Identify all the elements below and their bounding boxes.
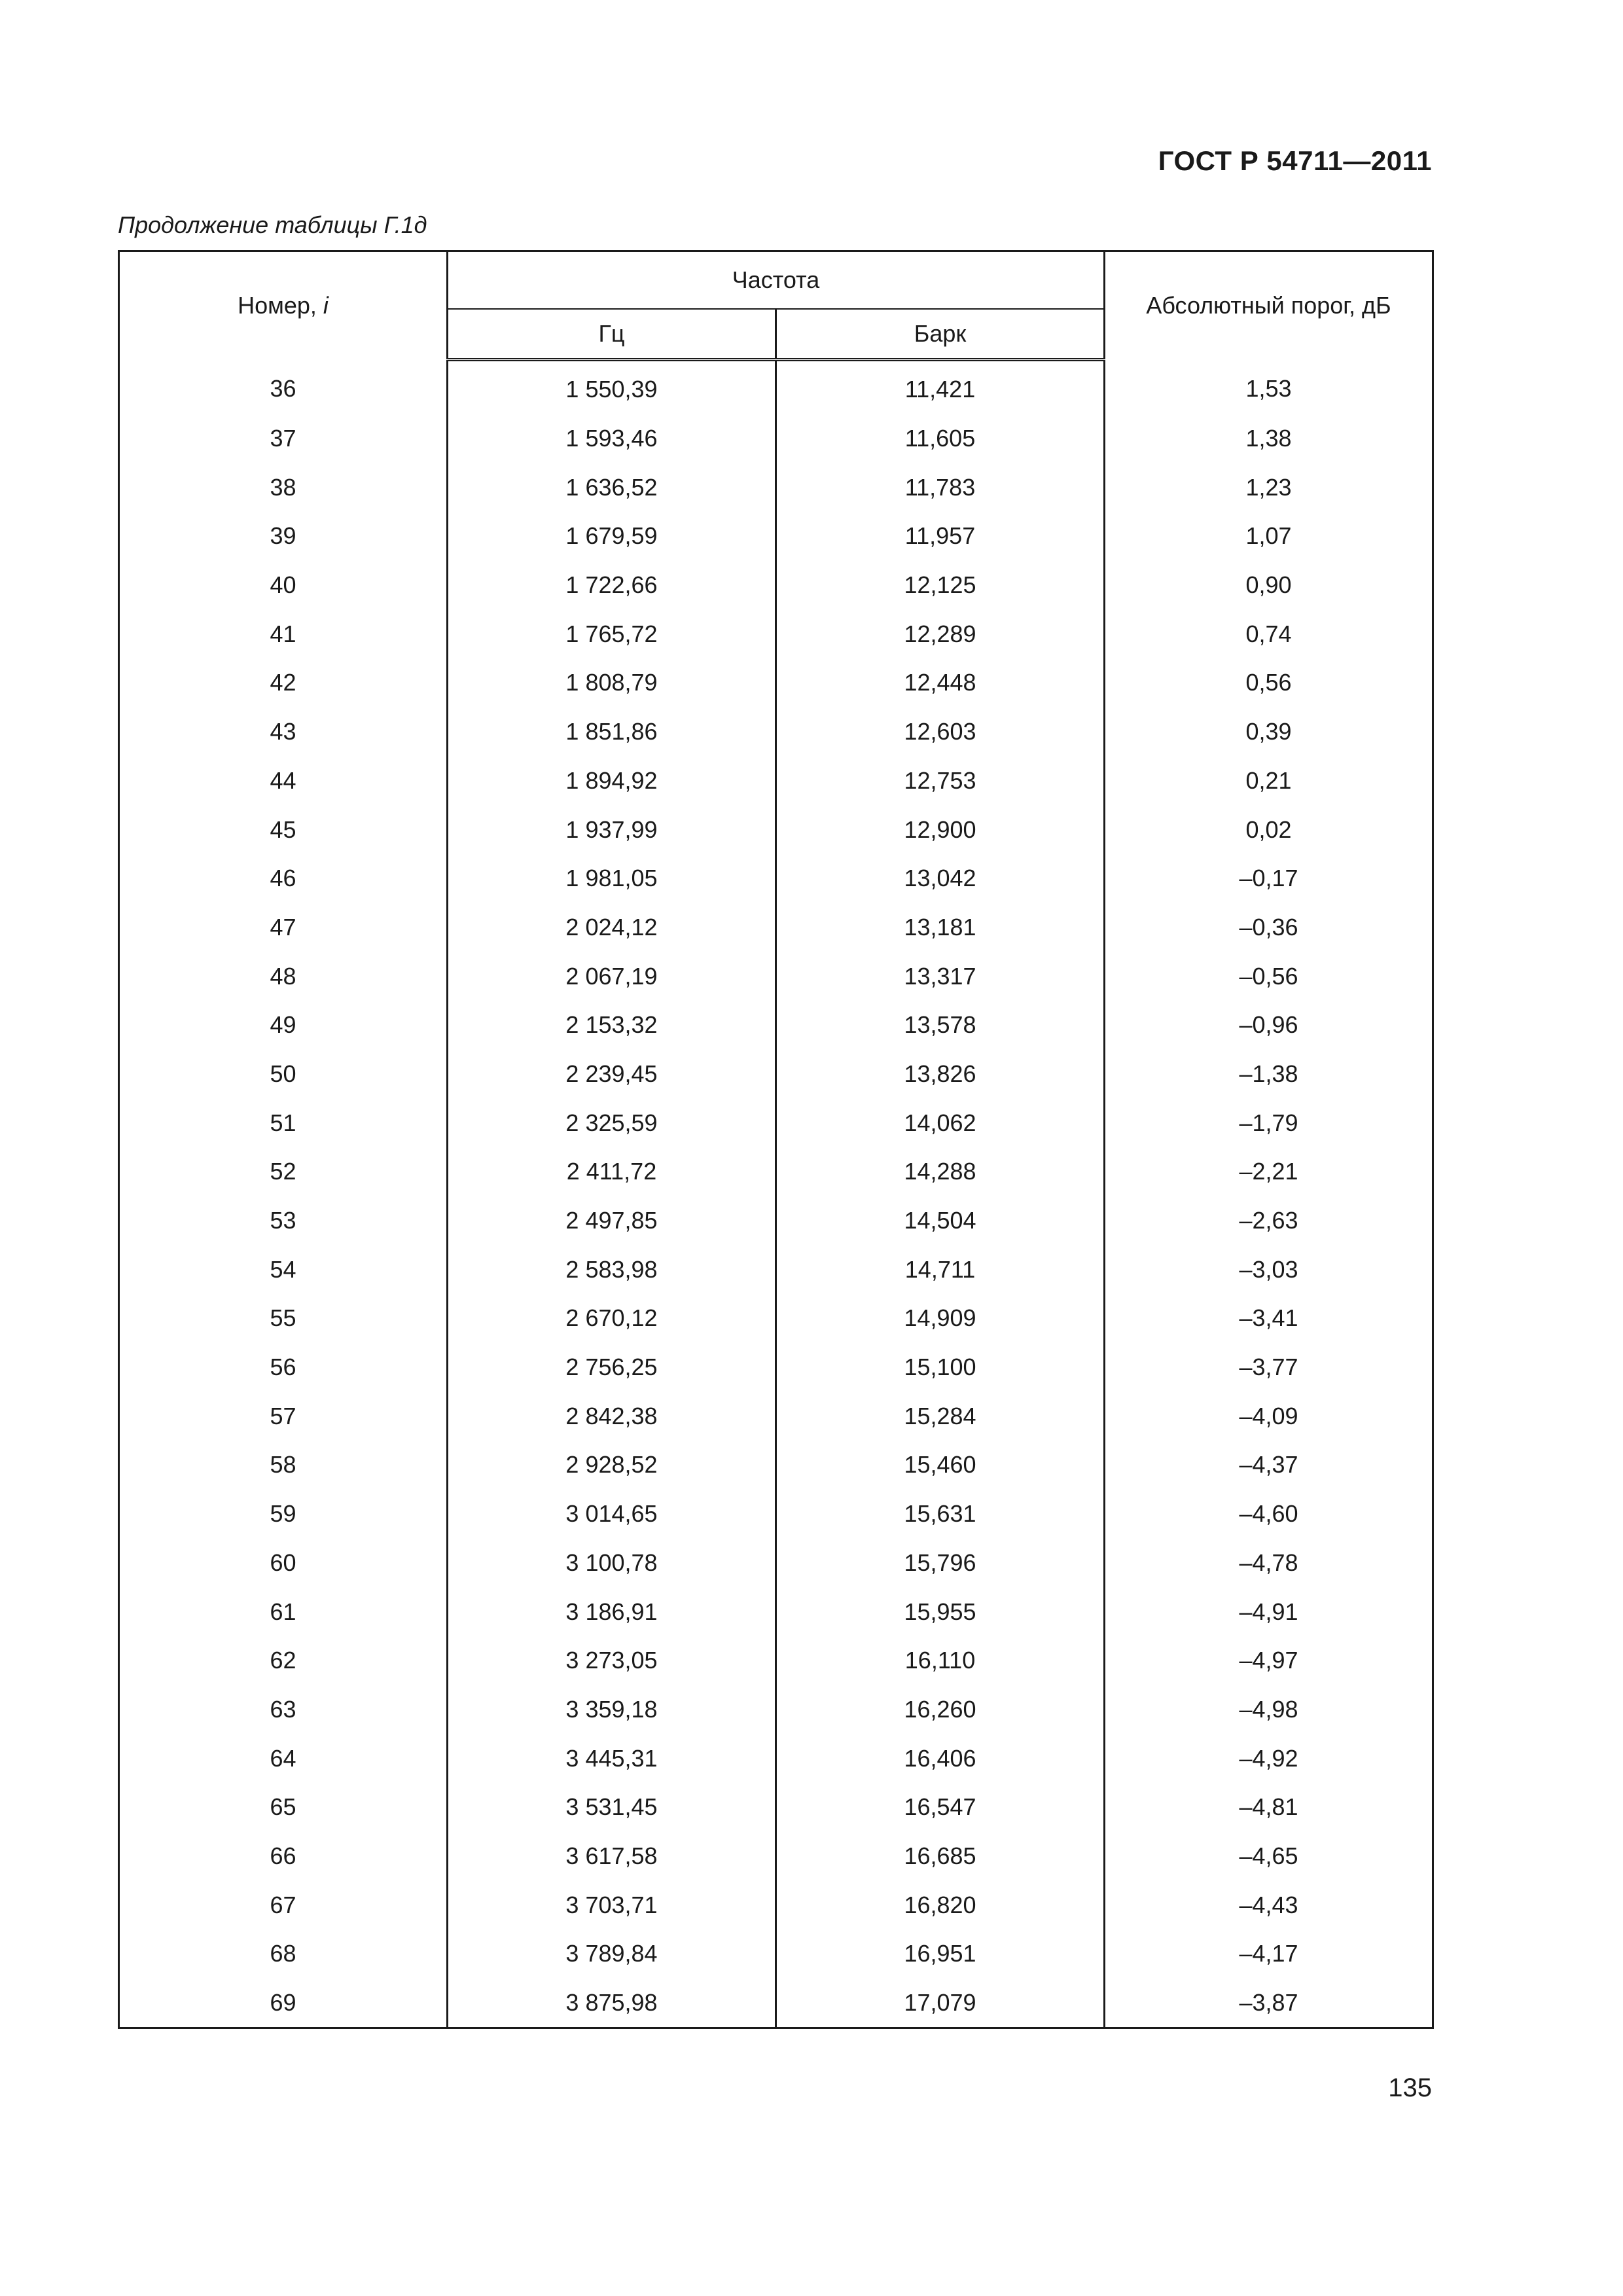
cell-bark: 15,284 [776, 1391, 1105, 1441]
cell-hz: 3 186,91 [448, 1587, 776, 1636]
cell-threshold: 0,90 [1105, 561, 1433, 610]
cell-number: 50 [119, 1050, 448, 1099]
cell-number: 69 [119, 1979, 448, 2028]
page-number: 135 [1388, 2073, 1432, 2102]
cell-hz: 3 273,05 [448, 1636, 776, 1685]
table-row [119, 1587, 1433, 1636]
cell-bark: 13,826 [776, 1050, 1105, 1099]
cell-bark: 16,260 [776, 1685, 1105, 1734]
header-number-label: Номер, i [238, 292, 329, 319]
cell-threshold: –4,09 [1105, 1391, 1433, 1441]
cell-bark: 12,289 [776, 609, 1105, 658]
cell-number: 40 [119, 561, 448, 610]
cell-bark: 13,181 [776, 903, 1105, 952]
cell-bark: 14,288 [776, 1147, 1105, 1196]
cell-number: 47 [119, 903, 448, 952]
table-row [119, 1147, 1433, 1196]
table-row [119, 757, 1433, 806]
cell-threshold: –4,97 [1105, 1636, 1433, 1685]
cell-threshold: 1,23 [1105, 463, 1433, 512]
cell-bark: 16,406 [776, 1734, 1105, 1783]
cell-threshold: 0,56 [1105, 658, 1433, 708]
cell-hz: 2 497,85 [448, 1196, 776, 1246]
cell-number: 53 [119, 1196, 448, 1246]
cell-bark: 11,605 [776, 414, 1105, 463]
cell-number: 45 [119, 805, 448, 854]
cell-hz: 2 928,52 [448, 1441, 776, 1490]
cell-number: 57 [119, 1391, 448, 1441]
cell-number: 58 [119, 1441, 448, 1490]
table-row [119, 903, 1433, 952]
cell-number: 60 [119, 1539, 448, 1588]
table-row [119, 708, 1433, 757]
cell-number: 51 [119, 1098, 448, 1147]
cell-threshold: 1,07 [1105, 512, 1433, 561]
data-table [118, 250, 1434, 2029]
cell-number: 36 [119, 360, 448, 414]
cell-threshold: 0,39 [1105, 708, 1433, 757]
cell-bark: 13,578 [776, 1001, 1105, 1050]
header-bark: Барк [776, 309, 1105, 360]
table-row [119, 1343, 1433, 1392]
cell-hz: 1 636,52 [448, 463, 776, 512]
table-row [119, 1685, 1433, 1734]
table-row [119, 1001, 1433, 1050]
cell-number: 66 [119, 1832, 448, 1881]
cell-hz: 1 937,99 [448, 805, 776, 854]
cell-number: 63 [119, 1685, 448, 1734]
cell-threshold: –4,98 [1105, 1685, 1433, 1734]
table-row [119, 414, 1433, 463]
table-row [119, 1050, 1433, 1099]
cell-bark: 12,448 [776, 658, 1105, 708]
cell-number: 37 [119, 414, 448, 463]
cell-number: 41 [119, 609, 448, 658]
cell-number: 65 [119, 1783, 448, 1832]
cell-hz: 2 583,98 [448, 1245, 776, 1294]
cell-number: 54 [119, 1245, 448, 1294]
cell-hz: 1 550,39 [448, 360, 776, 414]
table-row [119, 1196, 1433, 1246]
cell-hz: 1 593,46 [448, 414, 776, 463]
cell-bark: 12,900 [776, 805, 1105, 854]
cell-bark: 14,711 [776, 1245, 1105, 1294]
table-row [119, 1979, 1433, 2028]
cell-hz: 2 024,12 [448, 903, 776, 952]
cell-bark: 15,460 [776, 1441, 1105, 1490]
cell-threshold: 0,74 [1105, 609, 1433, 658]
cell-hz: 2 756,25 [448, 1343, 776, 1392]
table-row [119, 1490, 1433, 1539]
table-row [119, 1391, 1433, 1441]
table-row [119, 561, 1433, 610]
cell-threshold: –2,21 [1105, 1147, 1433, 1196]
cell-number: 55 [119, 1294, 448, 1343]
table-row [119, 1294, 1433, 1343]
cell-bark: 16,547 [776, 1783, 1105, 1832]
cell-threshold: –0,96 [1105, 1001, 1433, 1050]
header-number [119, 251, 448, 360]
cell-hz: 1 851,86 [448, 708, 776, 757]
cell-bark: 17,079 [776, 1979, 1105, 2028]
cell-threshold: –3,41 [1105, 1294, 1433, 1343]
cell-hz: 2 325,59 [448, 1098, 776, 1147]
cell-number: 61 [119, 1587, 448, 1636]
cell-threshold: –4,65 [1105, 1832, 1433, 1881]
table-row [119, 609, 1433, 658]
table-row [119, 512, 1433, 561]
cell-bark: 13,042 [776, 854, 1105, 903]
cell-threshold: –4,37 [1105, 1441, 1433, 1490]
cell-bark: 16,820 [776, 1880, 1105, 1929]
cell-number: 56 [119, 1343, 448, 1392]
cell-threshold: –1,38 [1105, 1050, 1433, 1099]
table-row [119, 854, 1433, 903]
cell-threshold: –4,92 [1105, 1734, 1433, 1783]
cell-threshold: 0,21 [1105, 757, 1433, 806]
cell-bark: 12,125 [776, 561, 1105, 610]
table-body [119, 360, 1433, 2028]
cell-bark: 12,753 [776, 757, 1105, 806]
cell-threshold: 0,02 [1105, 805, 1433, 854]
table-row [119, 1783, 1433, 1832]
cell-hz: 3 445,31 [448, 1734, 776, 1783]
cell-bark: 16,951 [776, 1929, 1105, 1979]
cell-threshold: –4,81 [1105, 1783, 1433, 1832]
cell-hz: 3 100,78 [448, 1539, 776, 1588]
table-row [119, 1880, 1433, 1929]
cell-threshold: –3,87 [1105, 1979, 1433, 2028]
cell-bark: 16,110 [776, 1636, 1105, 1685]
cell-bark: 11,957 [776, 512, 1105, 561]
cell-number: 62 [119, 1636, 448, 1685]
table-row [119, 1441, 1433, 1490]
cell-threshold: –3,77 [1105, 1343, 1433, 1392]
cell-number: 48 [119, 952, 448, 1001]
cell-threshold: –4,78 [1105, 1539, 1433, 1588]
cell-hz: 3 875,98 [448, 1979, 776, 2028]
cell-hz: 1 894,92 [448, 757, 776, 806]
cell-bark: 11,421 [776, 360, 1105, 414]
header-frequency: Частота [448, 251, 1105, 310]
header-hz: Гц [448, 309, 776, 360]
cell-bark: 15,955 [776, 1587, 1105, 1636]
cell-hz: 3 617,58 [448, 1832, 776, 1881]
table-row [119, 1832, 1433, 1881]
cell-number: 39 [119, 512, 448, 561]
cell-number: 43 [119, 708, 448, 757]
cell-threshold: 1,38 [1105, 414, 1433, 463]
cell-hz: 1 808,79 [448, 658, 776, 708]
cell-threshold: –4,43 [1105, 1880, 1433, 1929]
header-threshold: Абсолютный порог, дБ [1105, 251, 1433, 360]
cell-hz: 3 703,71 [448, 1880, 776, 1929]
cell-threshold: –4,91 [1105, 1587, 1433, 1636]
cell-bark: 15,796 [776, 1539, 1105, 1588]
cell-bark: 14,504 [776, 1196, 1105, 1246]
cell-bark: 15,631 [776, 1490, 1105, 1539]
cell-hz: 2 239,45 [448, 1050, 776, 1099]
cell-number: 46 [119, 854, 448, 903]
cell-bark: 14,909 [776, 1294, 1105, 1343]
cell-number: 49 [119, 1001, 448, 1050]
cell-threshold: –0,36 [1105, 903, 1433, 952]
cell-threshold: –0,17 [1105, 854, 1433, 903]
cell-number: 64 [119, 1734, 448, 1783]
table-row [119, 1734, 1433, 1783]
cell-number: 42 [119, 658, 448, 708]
cell-hz: 3 789,84 [448, 1929, 776, 1979]
cell-bark: 12,603 [776, 708, 1105, 757]
cell-number: 44 [119, 757, 448, 806]
cell-number: 52 [119, 1147, 448, 1196]
cell-bark: 15,100 [776, 1343, 1105, 1392]
cell-hz: 1 679,59 [448, 512, 776, 561]
cell-bark: 13,317 [776, 952, 1105, 1001]
cell-hz: 1 981,05 [448, 854, 776, 903]
cell-number: 38 [119, 463, 448, 512]
cell-hz: 3 359,18 [448, 1685, 776, 1734]
cell-hz: 3 531,45 [448, 1783, 776, 1832]
table-caption: Продолжение таблицы Г.1д [118, 211, 427, 238]
cell-threshold: 1,53 [1105, 360, 1433, 414]
cell-hz: 2 067,19 [448, 952, 776, 1001]
cell-hz: 2 411,72 [448, 1147, 776, 1196]
cell-number: 67 [119, 1880, 448, 1929]
table-row [119, 952, 1433, 1001]
document-id: ГОСТ Р 54711—2011 [1158, 145, 1432, 176]
cell-number: 59 [119, 1490, 448, 1539]
cell-bark: 16,685 [776, 1832, 1105, 1881]
cell-hz: 2 842,38 [448, 1391, 776, 1441]
table-row [119, 360, 1433, 414]
table-row [119, 1539, 1433, 1588]
table-row [119, 1245, 1433, 1294]
cell-threshold: –3,03 [1105, 1245, 1433, 1294]
cell-hz: 1 722,66 [448, 561, 776, 610]
cell-hz: 2 670,12 [448, 1294, 776, 1343]
table-row [119, 1929, 1433, 1979]
table-row [119, 1636, 1433, 1685]
cell-hz: 3 014,65 [448, 1490, 776, 1539]
cell-threshold: –2,63 [1105, 1196, 1433, 1246]
cell-hz: 2 153,32 [448, 1001, 776, 1050]
table-row [119, 805, 1433, 854]
cell-threshold: –4,60 [1105, 1490, 1433, 1539]
cell-number: 68 [119, 1929, 448, 1979]
cell-threshold: –0,56 [1105, 952, 1433, 1001]
cell-threshold: –4,17 [1105, 1929, 1433, 1979]
table-row [119, 658, 1433, 708]
cell-bark: 11,783 [776, 463, 1105, 512]
table-row [119, 463, 1433, 512]
table-row [119, 1098, 1433, 1147]
cell-bark: 14,062 [776, 1098, 1105, 1147]
cell-threshold: –1,79 [1105, 1098, 1433, 1147]
cell-hz: 1 765,72 [448, 609, 776, 658]
